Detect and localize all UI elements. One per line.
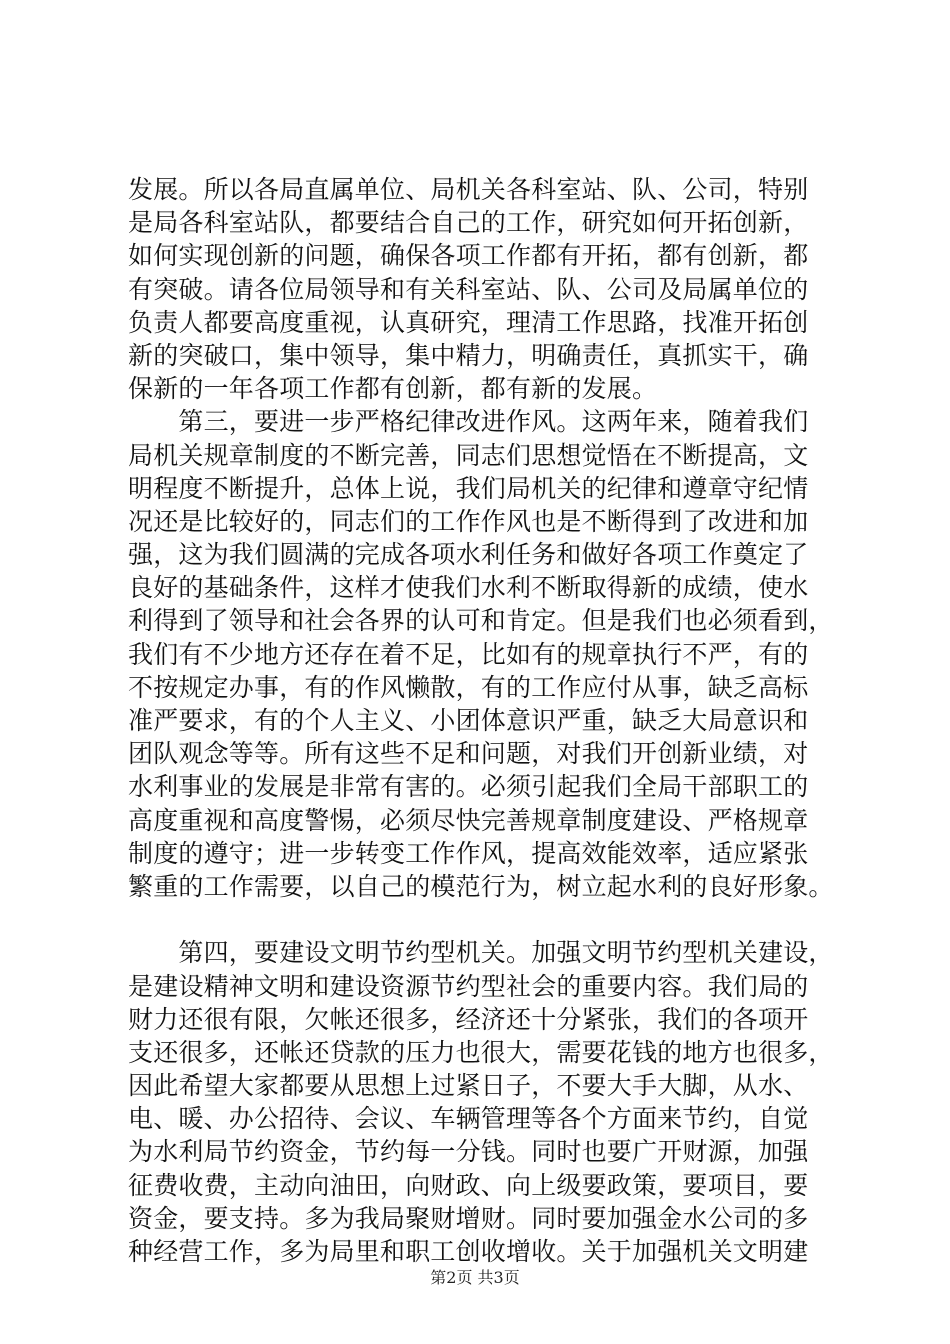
text-line: 是建设精神文明和建设资源节约型社会的重要内容。我们局的 xyxy=(128,971,809,1001)
text-line: 明程度不断提升，总体上说，我们局机关的纪律和遵章守纪情 xyxy=(128,473,809,503)
text-line: 我们有不少地方还存在着不足，比如有的规章执行不严，有的 xyxy=(128,639,809,669)
text-line: 良好的基础条件，这样才使我们水利不断取得新的成绩，使水 xyxy=(128,573,809,603)
text-line: 保新的一年各项工作都有创新，都有新的发展。 xyxy=(128,374,658,404)
text-line: 负责人都要高度重视，认真研究，理清工作思路，找准开拓创 xyxy=(128,307,809,337)
page-footer: 第2页 共3页 xyxy=(430,1268,520,1287)
text-line: 制度的遵守；进一步转变工作作风，提高效能效率，适应紧张 xyxy=(128,838,809,868)
text-line: 团队观念等等。所有这些不足和问题，对我们开创新业绩，对 xyxy=(128,739,809,769)
text-line: 强，这为我们圆满的完成各项水利任务和做好各项工作奠定了 xyxy=(128,540,809,570)
text-line: 如何实现创新的问题，确保各项工作都有开拓，都有创新，都 xyxy=(128,241,809,271)
text-line: 繁重的工作需要，以自己的模范行为，树立起水利的良好形象。 xyxy=(128,871,834,901)
text-line: 高度重视和高度警惕，必须尽快完善规章制度建设、严格规章 xyxy=(128,805,809,835)
text-line: 况还是比较好的，同志们的工作作风也是不断得到了改进和加 xyxy=(128,506,809,536)
text-line: 水利事业的发展是非常有害的。必须引起我们全局干部职工的 xyxy=(128,772,809,802)
text-line: 因此希望大家都要从思想上过紧日子，不要大手大脚，从水、 xyxy=(128,1071,809,1101)
text-line: 利得到了领导和社会各界的认可和肯定。但是我们也必须看到， xyxy=(128,606,834,636)
text-line: 发展。所以各局直属单位、局机关各科室站、队、公司，特别 xyxy=(128,175,809,204)
text-line: 第四，要建设文明节约型机关。加强文明节约型机关建设， xyxy=(128,938,834,968)
text-line: 支还很多，还帐还贷款的压力也很大，需要花钱的地方也很多， xyxy=(128,1037,834,1067)
text-line: 不按规定办事，有的作风懒散，有的工作应付从事，缺乏高标 xyxy=(128,672,809,702)
text-line: 为水利局节约资金，节约每一分钱。同时也要广开财源，加强 xyxy=(128,1137,809,1167)
text-line: 是局各科室站队，都要结合自己的工作，研究如何开拓创新， xyxy=(128,208,809,238)
text-line: 电、暖、办公招待、会议、车辆管理等各个方面来节约，自觉 xyxy=(128,1104,809,1134)
text-line: 第三，要进一步严格纪律改进作风。这两年来，随着我们 xyxy=(128,407,809,437)
text-line: 有突破。请各位局领导和有关科室站、队、公司及局属单位的 xyxy=(128,274,809,304)
text-line: 种经营工作，多为局里和职工创收增收。关于加强机关文明建 xyxy=(128,1237,809,1266)
text-line: 征费收费，主动向油田，向财政、向上级要政策，要项目，要 xyxy=(128,1170,809,1200)
body-text xyxy=(128,173,834,1268)
text-line: 财力还很有限，欠帐还很多，经济还十分紧张，我们的各项开 xyxy=(128,1004,809,1034)
text-line: 资金，要支持。多为我局聚财增财。同时要加强金水公司的多 xyxy=(128,1203,809,1233)
text-line: 准严要求，有的个人主义、小团体意识严重，缺乏大局意识和 xyxy=(128,706,809,735)
paragraph-gap xyxy=(128,903,828,936)
text-line: 局机关规章制度的不断完善，同志们思想觉悟在不断提高，文 xyxy=(128,440,809,470)
text-line: 新的突破口，集中领导，集中精力，明确责任，真抓实干，确 xyxy=(128,340,809,370)
